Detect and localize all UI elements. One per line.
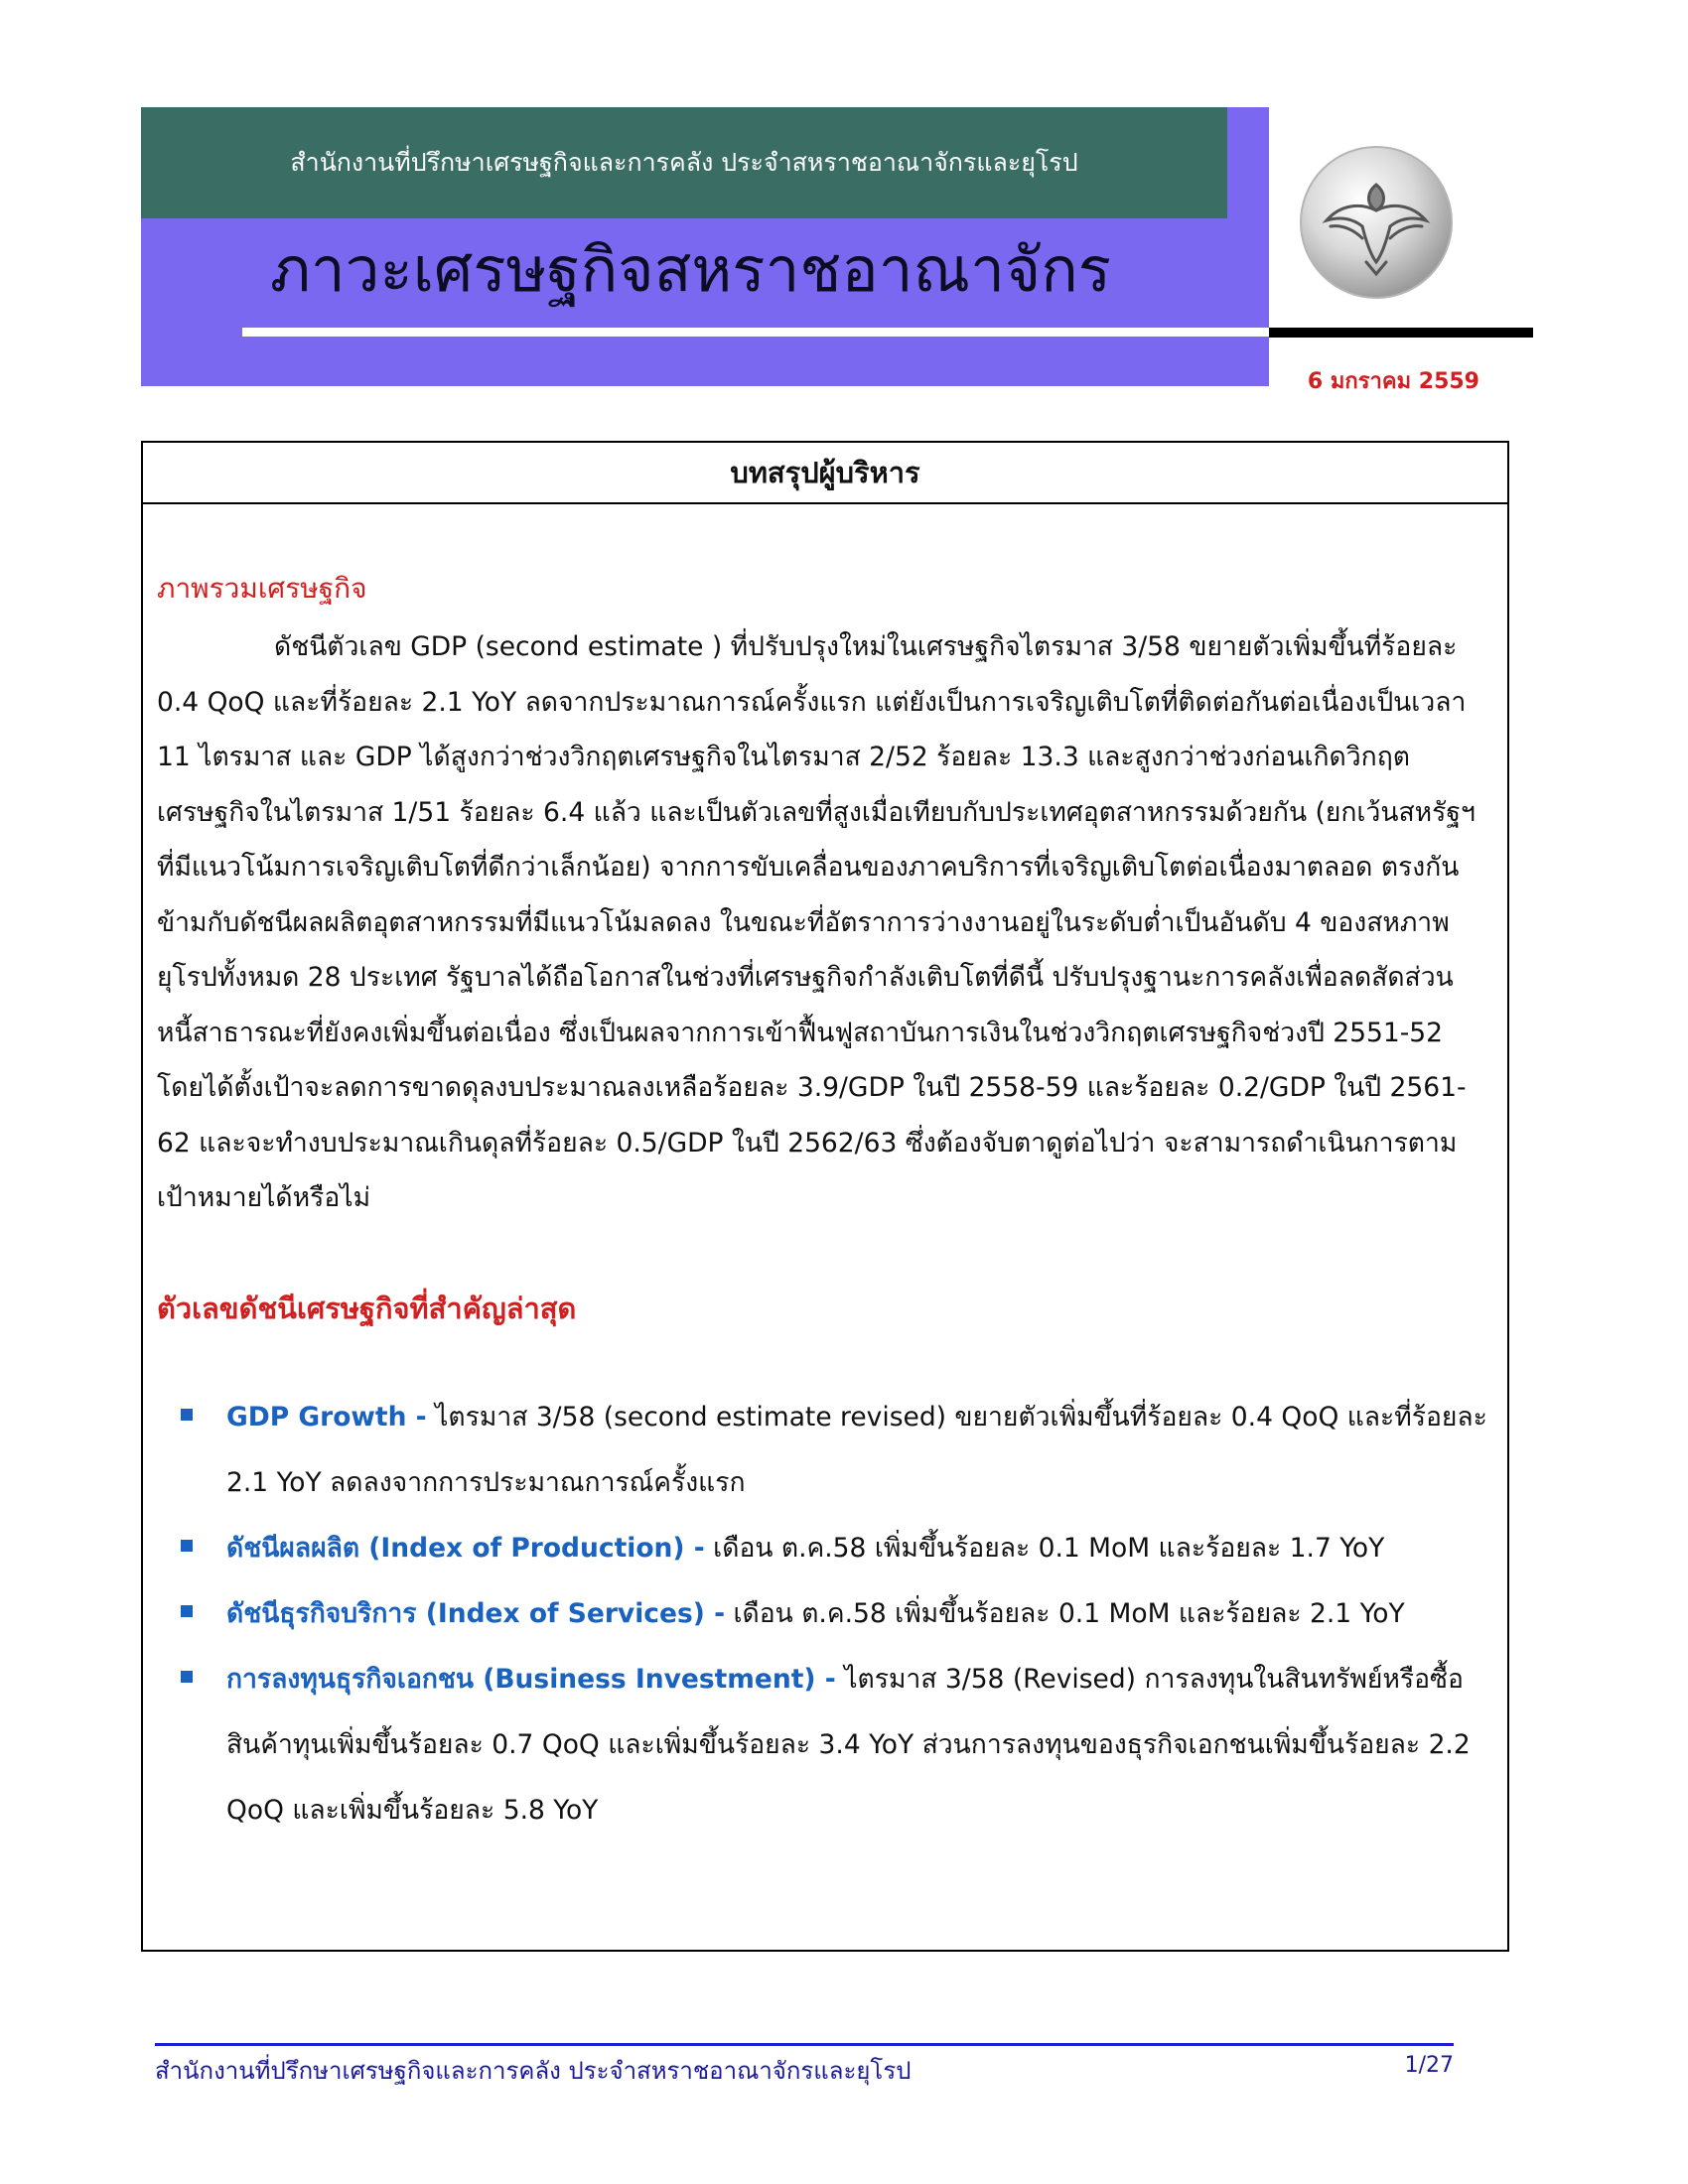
header-black-rule — [1269, 328, 1533, 338]
indicator-item-investment — [157, 1647, 1497, 1843]
indicator-text: ไตรมาส 3/58 (second estimate revised) ขยายตัวเพิ่มขึ้นที่ร้อยละ 0.4 QoQ และที่ร้อยละ 2.1 YoY ลดลงจากการประมาณการณ์ครั้งแรก — [226, 1401, 1487, 1498]
indicator-head: ดัชนีธุรกิจบริการ (Index of Services) - — [226, 1597, 726, 1629]
indicator-item-services — [157, 1581, 1497, 1647]
indicator-text: เดือน ต.ค.58 เพิ่มขึ้นร้อยละ 0.1 MoM และร้อยละ 2.1 YoY — [725, 1597, 1405, 1629]
indicator-head: GDP Growth - — [226, 1401, 427, 1433]
bullet-square-icon — [181, 1605, 193, 1617]
header-top-band — [141, 107, 1227, 218]
summary-body — [143, 566, 1507, 1843]
bullet-square-icon — [181, 1409, 193, 1421]
summary-heading: บทสรุปผู้บริหาร — [143, 443, 1507, 504]
section-title-key-indicators: ตัวเลขดัชนีเศรษฐกิจที่สำคัญล่าสุด — [157, 1291, 577, 1325]
page-number: 1/27 — [1404, 2053, 1454, 2078]
bullet-square-icon — [181, 1671, 193, 1683]
indicator-list — [157, 1385, 1507, 1843]
footer-org-name: สำนักงานที่ปรึกษาเศรษฐกิจและการคลัง ประจำสหราชอาณาจักรและยุโรป — [155, 2057, 912, 2085]
title-underline — [242, 328, 1269, 337]
indicator-text: เดือน ต.ค.58 เพิ่มขึ้นร้อยละ 0.1 MoM และร้อยละ 1.7 YoY — [704, 1532, 1385, 1564]
bullet-square-icon — [181, 1540, 193, 1552]
page-title: ภาวะเศรษฐกิจสหราชอาณาจักร — [270, 233, 1112, 306]
garuda-emblem-icon — [1297, 143, 1456, 302]
indicator-text: ไตรมาส 3/58 (Revised) การลงทุนในสินทรัพย์หรือซื้อสินค้าทุนเพิ่มขึ้นร้อยละ 0.7 QoQ และเพิ่มขึ้นร้อยละ 3.4 YoY ส่วนการลงทุนของธุรกิจเอกชนเพิ่มขึ้นร้อยละ 2.2 QoQ และเพิ่มขึ้นร้อยละ 5.8 YoY — [226, 1663, 1471, 1826]
overview-paragraph: ดัชนีตัวเลข GDP (second estimate ) ที่ปรับปรุงใหม่ในเศรษฐกิจไตรมาส 3/58 ขยายตัวเพิ่มขึ้นที่ร้อยละ 0.4 QoQ และที่ร้อยละ 2.1 YoY ลดจากประมาณการณ์ครั้งแรก แต่ยังเป็นการเจริญเติบโตที่ติดต่อกันต่อเนื่องเป็นเวลา 11 ไตรมาส และ GDP ได้สูงกว่าช่วงวิกฤตเศรษฐกิจในไตรมาส 2/52 ร้อยละ 13.3 และสูงกว่าช่วงก่อนเกิดวิกฤตเศรษฐกิจในไตรมาส 1/51 ร้อยละ 6.4 แล้ว และเป็นตัวเลขที่สูงเมื่อเทียบกับประเทศอุตสาหกรรมด้วยกัน (ยกเว้นสหรัฐฯ ที่มีแนวโน้มการเจริญเติบโตที่ดีกว่าเล็กน้อย) จากการขับเคลื่อนของภาคบริการที่เจริญเติบโตต่อเนื่องมาตลอด ตรงกันข้ามกับดัชนีผลผลิตอุตสาหกรรมที่มีแนวโน้มลดลง ในขณะที่อัตราการว่างงานอยู่ในระดับต่ำเป็นอันดับ 4 ของสหภาพยุโรปทั้งหมด 28 ประเทศ รัฐบาลได้ถือโอกาสในช่วงที่เศรษฐกิจกำลังเติบโตที่ดีนี้ ปรับปรุงฐานะการคลังเพื่อลดสัดส่วนหนี้สาธารณะที่ยังคงเพิ่มขึ้นต่อเนื่อง ซึ่งเป็นผลจากการเข้าฟื้นฟูสถาบันการเงินในช่วงวิกฤตเศรษฐกิจช่วงปี 2551-52 โดยได้ตั้งเป้าจะลดการขาดดุลงบประมาณลงเหลือร้อยละ 3.9/GDP ในปี 2558-59 และร้อยละ 0.2/GDP ในปี 2561-62 และจะทำงบประมาณเกินดุลที่ร้อยละ 0.5/GDP ในปี 2562/63 ซึ่งต้องจับตาดูต่อไปว่า จะสามารถดำเนินการตามเป้าหมายได้หรือไม่ — [157, 631, 1476, 1213]
indicator-head: ดัชนีผลผลิต (Index of Production) - — [226, 1532, 705, 1564]
indicator-item-production — [157, 1516, 1497, 1581]
issue-date: 6 มกราคม 2559 — [1307, 369, 1479, 394]
indicator-head: การลงทุนธุรกิจเอกชน (Business Investment) - — [226, 1663, 836, 1695]
executive-summary-box — [141, 441, 1509, 1952]
header-org-name: สำนักงานที่ปรึกษาเศรษฐกิจและการคลัง ประจำสหราชอาณาจักรและยุโรป — [290, 148, 1078, 177]
footer-rule — [155, 2043, 1454, 2046]
section-title-overview: ภาพรวมเศรษฐกิจ — [157, 572, 367, 605]
indicator-item-gdp — [157, 1385, 1497, 1516]
